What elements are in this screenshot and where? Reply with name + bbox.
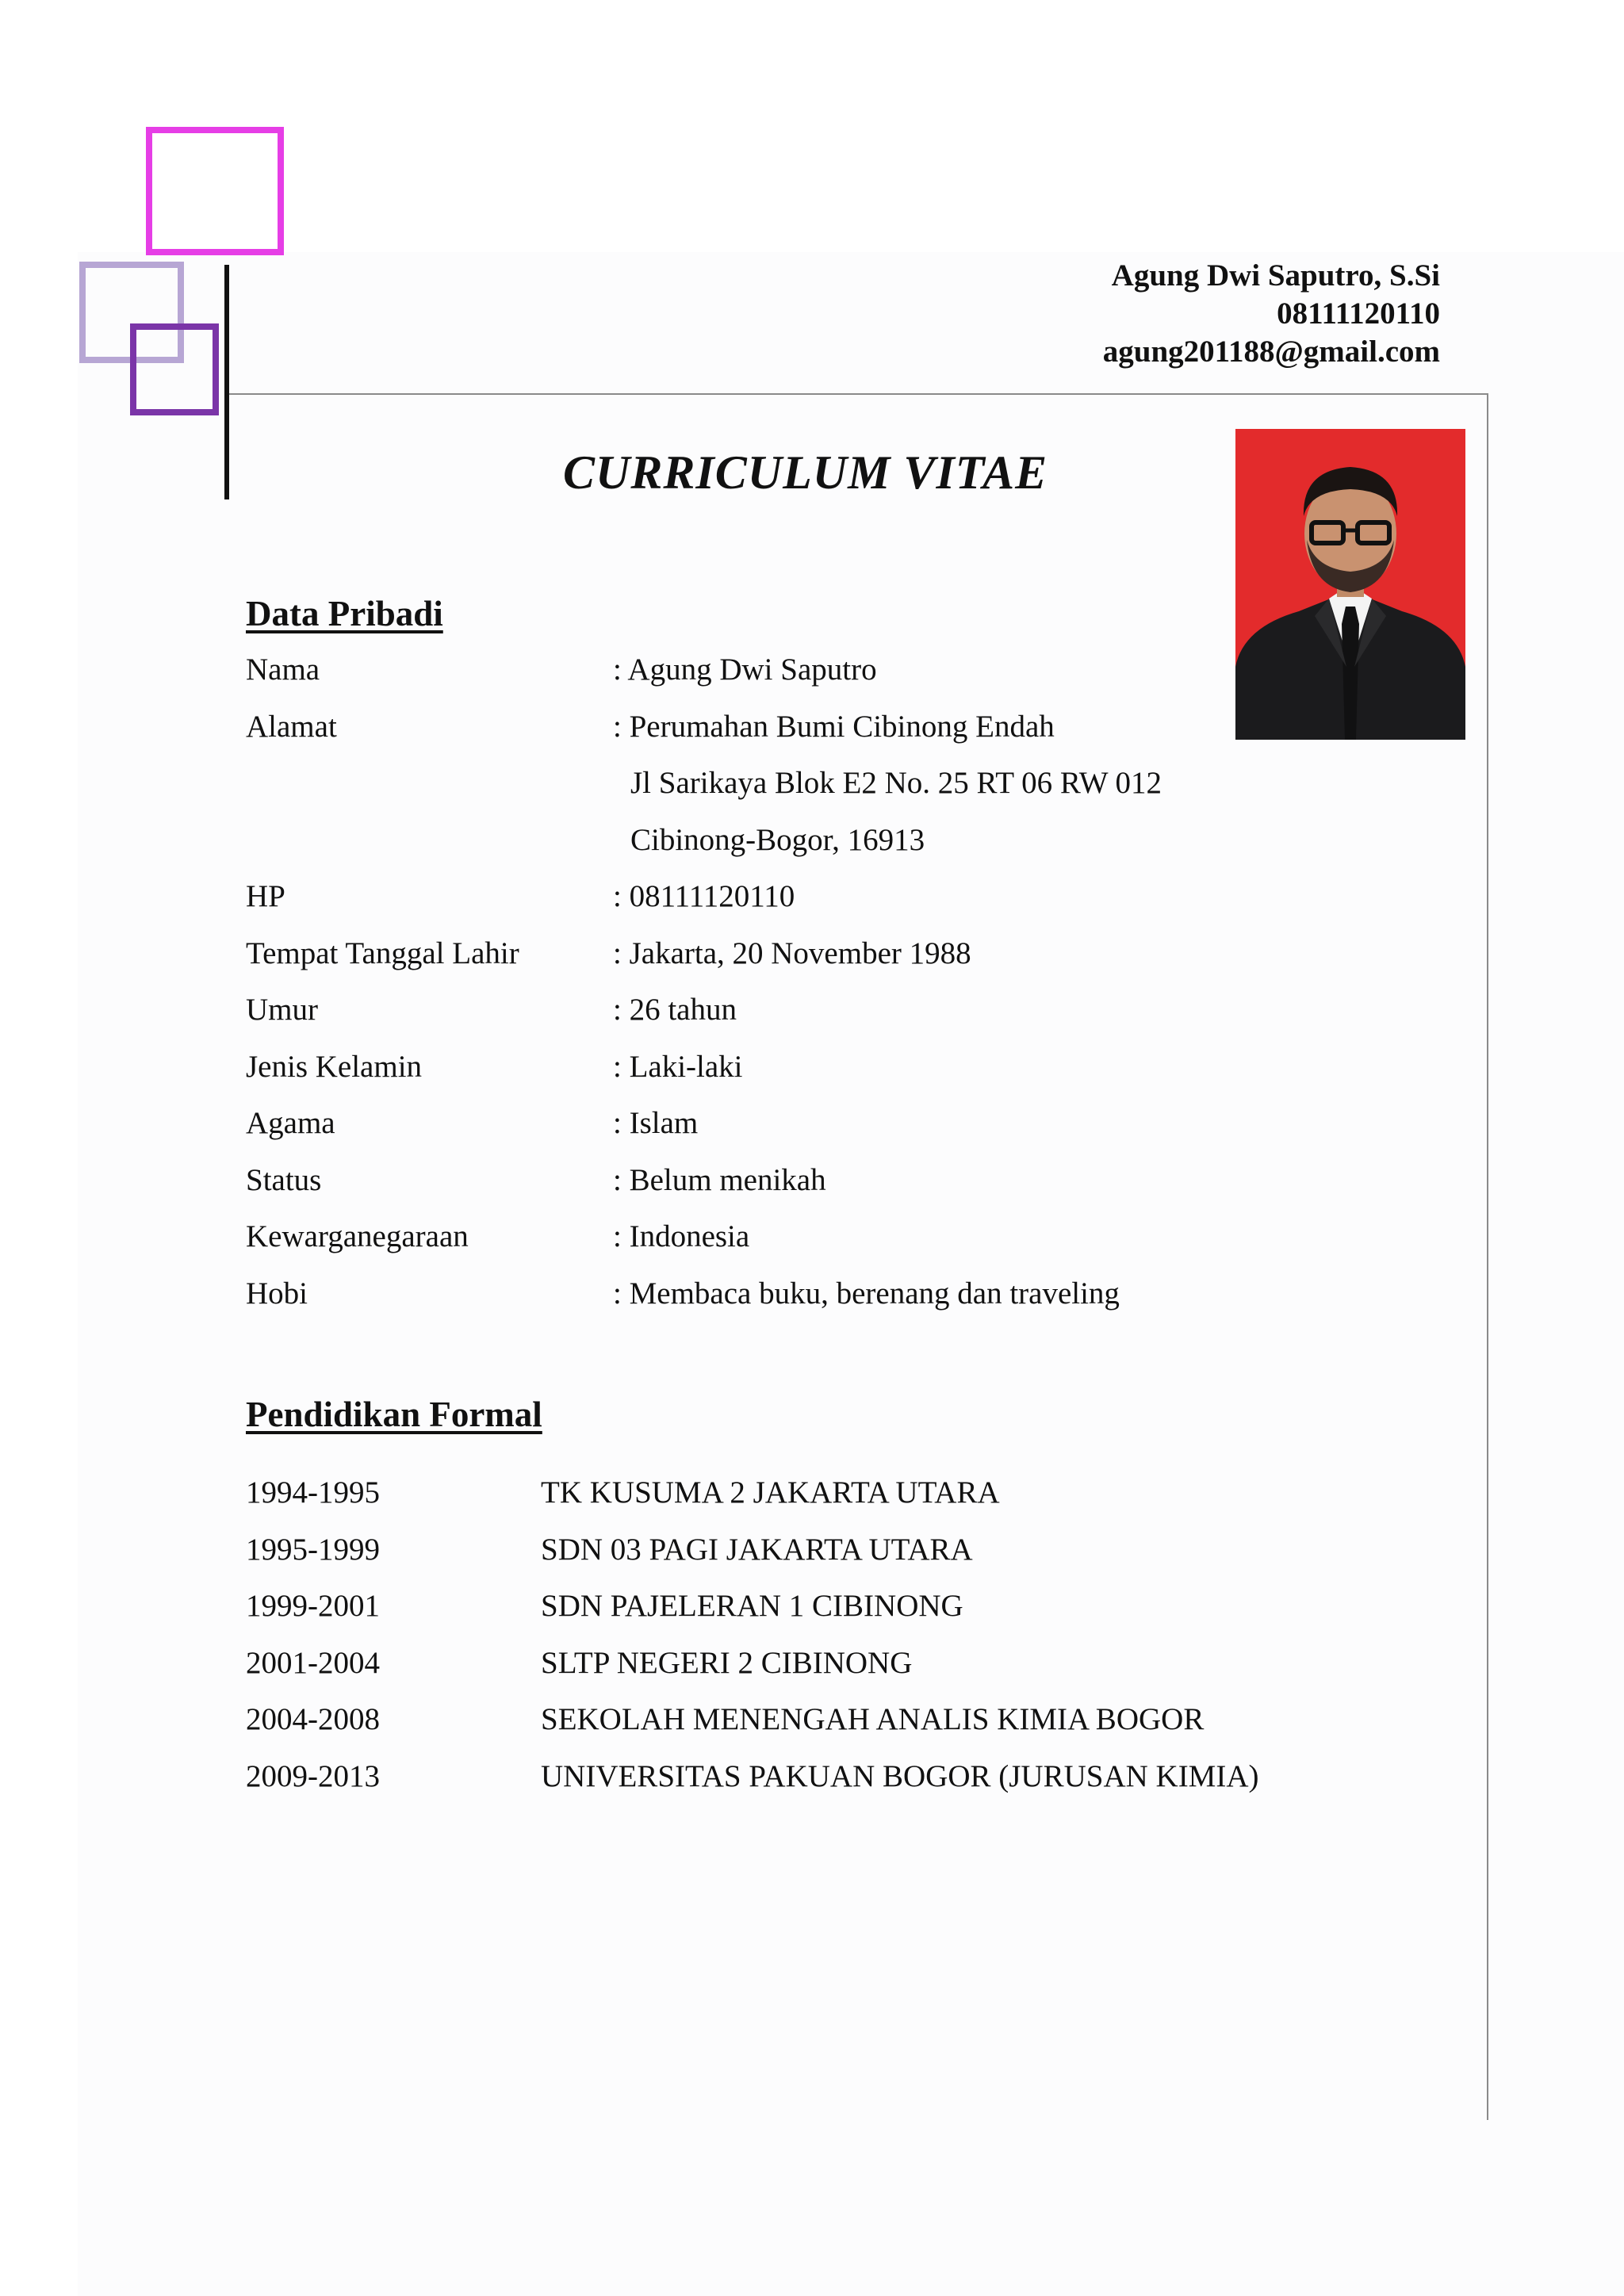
education-years: 1994-1995 — [246, 1475, 380, 1510]
education-years: 1995-1999 — [246, 1532, 380, 1567]
field-value: Jl Sarikaya Blok E2 No. 25 RT 06 RW 012 — [630, 766, 1162, 800]
field-value: : 26 tahun — [613, 993, 737, 1027]
education-school: SLTP NEGERI 2 CIBINONG — [541, 1645, 913, 1680]
field-label: Status — [246, 1162, 322, 1197]
field-label: Jenis Kelamin — [246, 1049, 423, 1084]
contact-block — [1103, 257, 1440, 371]
decorative-square-magenta — [146, 127, 284, 255]
field-value: Cibinong-Bogor, 16913 — [630, 822, 925, 857]
field-label: Tempat Tanggal Lahir — [246, 936, 519, 970]
right-border-line — [1487, 393, 1488, 2120]
field-value: : Perumahan Bumi Cibinong Endah — [613, 709, 1055, 744]
education-years: 2001-2004 — [246, 1645, 380, 1680]
field-value: : Jakarta, 20 November 1988 — [613, 936, 971, 970]
field-label: HP — [246, 879, 285, 913]
field-value: : Indonesia — [613, 1219, 750, 1253]
decorative-square-purple — [130, 323, 219, 415]
field-label: Kewarganegaraan — [246, 1219, 469, 1253]
section-heading-pendidikan-formal: Pendidikan Formal — [246, 1395, 542, 1434]
section-heading-data-pribadi: Data Pribadi — [246, 594, 443, 633]
field-label: Alamat — [246, 709, 337, 744]
field-value: : 08111120110 — [613, 879, 795, 913]
contact-name: Agung Dwi Saputro, S.Si — [1111, 258, 1440, 293]
field-value: : Islam — [613, 1106, 699, 1140]
decorative-vertical-line — [224, 265, 229, 499]
education-school: SDN 03 PAGI JAKARTA UTARA — [541, 1532, 973, 1567]
field-label: Hobi — [246, 1276, 308, 1311]
field-label: Umur — [246, 993, 318, 1027]
field-value: : Belum menikah — [613, 1162, 826, 1197]
field-value: : Agung Dwi Saputro — [613, 652, 877, 687]
field-label: Agama — [246, 1106, 335, 1140]
field-value: : Membaca buku, berenang dan traveling — [613, 1276, 1120, 1311]
education-school: TK KUSUMA 2 JAKARTA UTARA — [541, 1475, 1000, 1510]
education-years: 2009-2013 — [246, 1758, 380, 1793]
person-portrait-icon — [1235, 429, 1465, 740]
education-years: 1999-2001 — [246, 1589, 380, 1623]
profile-photo — [1235, 429, 1465, 740]
header-divider-line — [229, 393, 1488, 395]
field-value: : Laki-laki — [613, 1049, 743, 1084]
field-label: Nama — [246, 652, 320, 687]
contact-email: agung201188@gmail.com — [1102, 335, 1440, 369]
education-years: 2004-2008 — [246, 1702, 380, 1736]
education-school: UNIVERSITAS PAKUAN BOGOR (JURUSAN KIMIA) — [541, 1758, 1259, 1793]
contact-phone: 08111120110 — [1277, 297, 1440, 331]
page-title: CURRICULUM VITAE — [563, 446, 1048, 499]
education-school: SDN PAJELERAN 1 CIBINONG — [541, 1589, 963, 1623]
education-school: SEKOLAH MENENGAH ANALIS KIMIA BOGOR — [541, 1702, 1205, 1736]
